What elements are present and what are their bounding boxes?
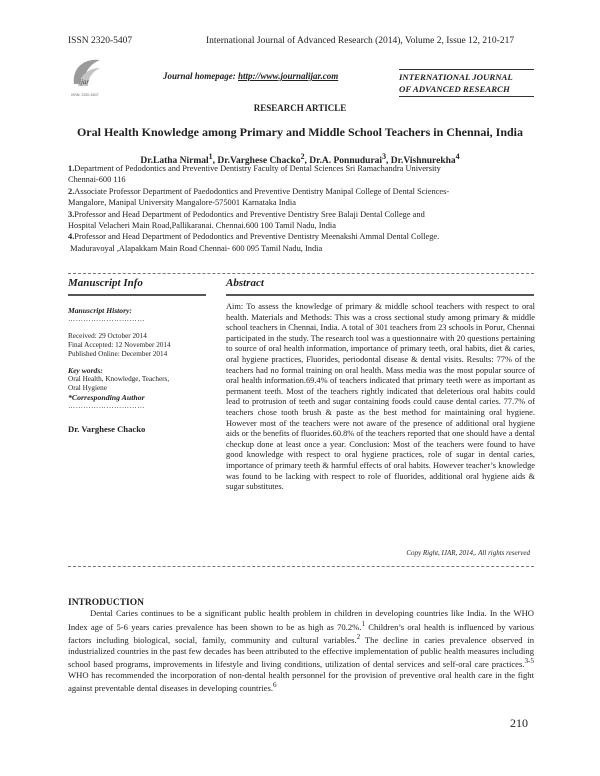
corresponding-author: Dr. Varghese Chacko	[68, 424, 146, 434]
journal-citation-header: International Journal of Advanced Research (2014), Volume 2, Issue 12, 210-217	[206, 36, 515, 46]
published-date: Published Online: December 2014	[68, 350, 168, 358]
affiliation-3: 3.Professor and Head Department of Pedodontics and Preventive Dentistry Sree Balaji Dental College and Hospital Velacheri Main Road,Pallikaranai. Chennai.600 100 Tamil Nadu, India	[68, 209, 425, 231]
manuscript-info-heading: Manuscript Info	[68, 277, 143, 289]
journal-homepage	[163, 71, 338, 81]
introduction-heading: INTRODUCTION	[68, 598, 145, 608]
author-1: Dr.Latha Nirmal$^1$	[140, 152, 213, 167]
issn-header: ISSN 2320-5407	[68, 36, 133, 46]
affiliation-1: 1.Department of Pedodontics and Preventive Dentistry Faculty of Dental Sciences Sri Ramachandra University Chennai-600 116	[68, 164, 441, 185]
introduction-paragraph: Dental Caries continues to be a significant public health problem in children in developing countries like India. In the WHO Index age of 5-6 years caries prevalence has been shown to be as high as 70.2%.$^1$ Children’s oral health is influenced by various factors including biological, social, family, community and cultural variables.$^2$ The decline in caries prevalence observed in industrialized countries in the past few decades has been attributed to the effective implementation of public health measures including school based programs, improvements in lifestyle and living conditions, utilization of dental services and self-oral care practices.$^{3-5}$ WHO has recommended the incorporation of non-dental health personnel for the provision of preventive oral health care in the fight against preventable dental diseases in developing countries.$^6$	[68, 608, 534, 693]
article-type: RESEARCH ARTICLE	[253, 103, 347, 113]
abstract-heading: Abstract	[226, 277, 264, 289]
introduction-text	[68, 608, 534, 694]
corresponding-dots: …………………………	[68, 402, 145, 410]
affiliation-2: 2.Associate Professor Department of Paedodontics and Preventive Dentistry Manipal College of Dental Sciences- Mangalore, Manipal University Mangalore-575001 Karnataka India	[68, 186, 450, 208]
corresponding-label: *Corresponding Author	[68, 393, 145, 402]
manuscript-history	[68, 306, 208, 359]
logo-issn: ISSN: 2320-5407	[71, 93, 99, 97]
affiliations	[68, 163, 538, 254]
affiliation-4: 4.Professor and Head Department of Pedodontics and Preventive Dentistry Meenakshi Ammal Dental College. Maduravoyal ,Alapakkam Main Road Chennai- 600 095 Tamil Nadu, India	[68, 232, 440, 253]
journal-name-box	[399, 71, 534, 95]
logo-text: ijar	[79, 78, 90, 86]
section-divider-top	[68, 273, 534, 274]
keywords-line2: Oral Hygiene	[68, 384, 107, 392]
author-3: , Dr.A. Ponnudurai$^3$	[304, 152, 387, 167]
keywords-block	[68, 366, 208, 411]
manuscript-info-rule	[68, 294, 206, 296]
history-label: Manuscript History:	[68, 306, 132, 315]
box-top-rule	[399, 69, 534, 70]
journal-name-line1: INTERNATIONAL JOURNAL	[399, 72, 513, 82]
history-dots: …………………………	[68, 315, 145, 323]
page-number: 210	[510, 716, 528, 730]
copyright-line: Copy Right, IJAR, 2014,. All rights reserved	[406, 549, 530, 557]
accepted-date: Final Accepted: 12 November 2014	[68, 341, 171, 349]
abstract-text: Aim: To assess the knowledge of primary & middle school teachers with respect to oral health. Materials and Methods: This was a cross sectional study among primary & middle school teachers in Chennai, India. A total of 301 teachers from 23 schools in Porur, Chennai participated in the study. The research tool was a questionnaire with 20 questions pertaining to source of oral health information, importance of primary teeth, oral habits, diet & caries, oral hygiene practices, Fluorides, periodontal disease & dental visits. Results: 77% of the teachers had no formal training on oral health. Mass media was the most popular source of oral health information.69.4% of teachers indicated that primary teeth were as important as permanent teeth. Most of the teachers rightly indicated that deleterious oral habits could lead to protrusion of teeth and sugar containing foods could cause dental caries. 77.7% of teachers chose tooth brush & paste as the best method for maintaining oral hygiene. However most of the teachers were not aware of the presence of additional oral hygiene aids or the benefits of fluorides.60.8% of the teachers reported that one should have a dental checkup done at least once a year. Conclusion: Most of the teachers were found to have good knowledge with respect to oral hygiene practices, role of sugar in dental caries, importance of primary teeth & harmful effects of oral habits. However teacher’s knowledge was found to be lacking with respect to role of fluorides, additional oral hygiene aids & sugar substitutes.	[226, 302, 535, 492]
homepage-link[interactable]: http://www.journalijar.com	[238, 71, 339, 81]
ijar-logo	[70, 54, 104, 98]
abstract-rule	[226, 294, 534, 296]
author-4: , Dr.Vishnurekha$^4$	[386, 152, 460, 167]
author-2: , Dr.Varghese Chacko$^2$	[212, 152, 305, 167]
keywords-line1: Oral Health, Knowledge, Teachers,	[68, 375, 170, 383]
paper-title: Oral Health Knowledge among Primary and Middle School Teachers in Chennai, India	[76, 125, 524, 139]
keywords-label: Key words:	[68, 366, 103, 375]
received-date: Received: 29 October 2014	[68, 332, 147, 340]
homepage-label: Journal homepage:	[163, 71, 239, 81]
journal-name-line2: OF ADVANCED RESEARCH	[399, 84, 510, 94]
section-divider-bottom	[68, 566, 534, 567]
box-bottom-rule	[399, 96, 534, 97]
